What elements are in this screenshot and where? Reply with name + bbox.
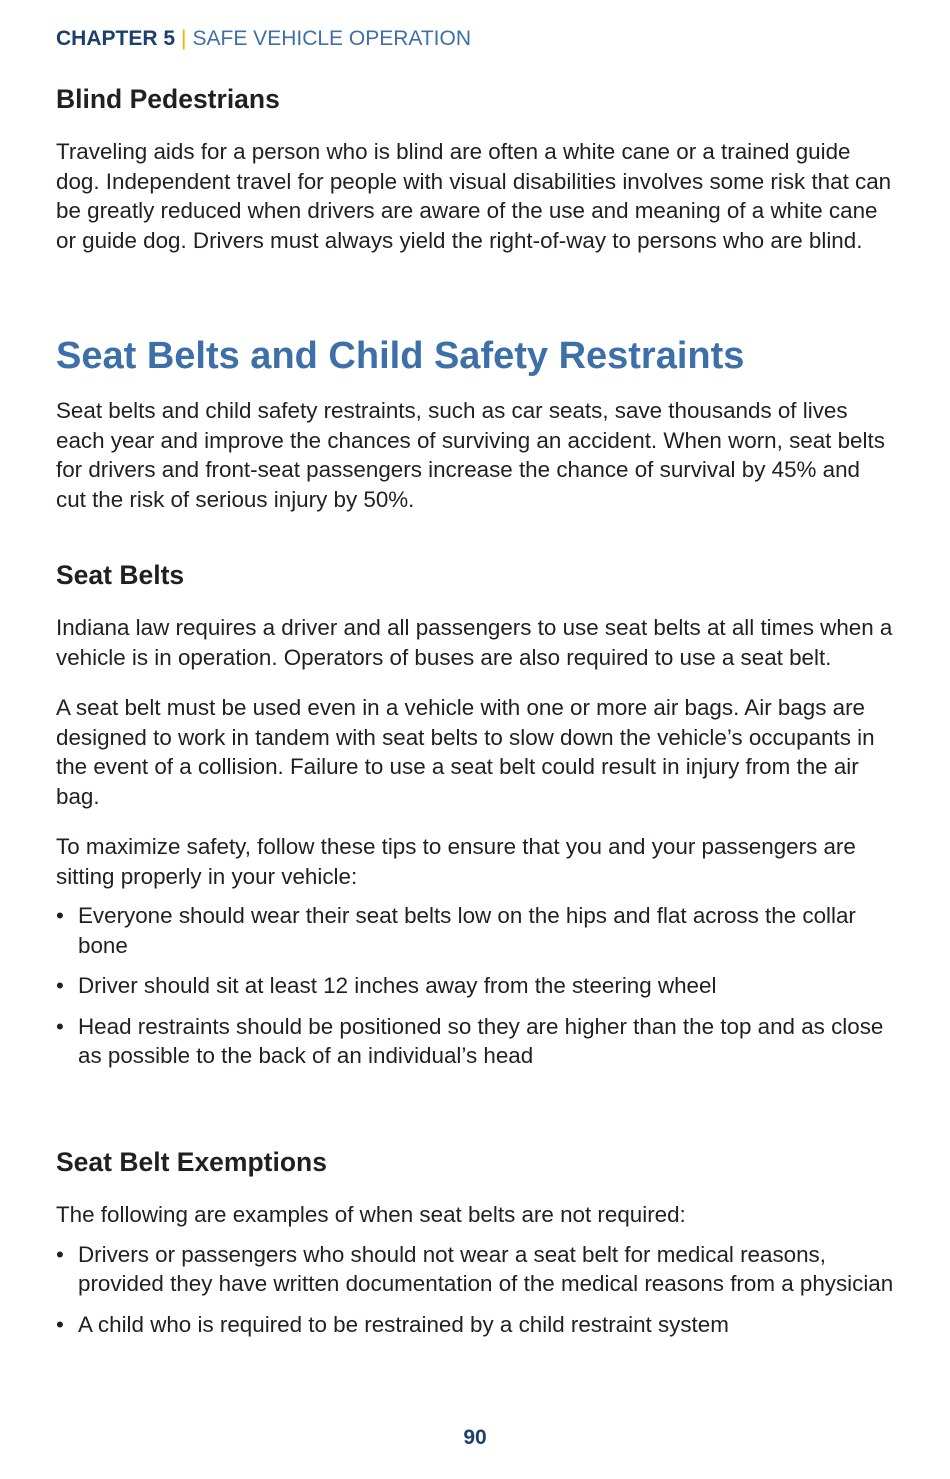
- bullet-icon: •: [56, 1013, 64, 1039]
- exemptions-heading: Seat Belt Exemptions: [56, 1147, 327, 1177]
- seat-belts-paragraph: To maximize safety, follow these tips to ensure that you and your passengers are sitting properly in your vehicle:: [56, 834, 856, 889]
- list-item: [56, 1012, 896, 1071]
- section-intro-paragraph: Seat belts and child safety restraints, such as car seats, save thousands of lives each year and improve the chances of surviving an accident. When worn, seat belts for drivers and front-seat passengers increase the chance of survival by 45% and cut the risk of serious injury by 50%.: [56, 398, 885, 512]
- seat-belt-tips-list: [56, 901, 896, 1071]
- list-item: [56, 971, 896, 1001]
- list-item: [56, 1240, 896, 1299]
- blind-pedestrians-section: [56, 83, 896, 255]
- seat-belts-heading: Seat Belts: [56, 560, 185, 590]
- seat-belts-paragraph: Indiana law requires a driver and all passengers to use seat belts at all times when a vehicle is in operation. Operators of buses are also required to use a seat belt.: [56, 615, 893, 670]
- header-separator: |: [181, 27, 187, 50]
- list-item-text: A child who is required to be restrained by a child restraint system: [78, 1311, 729, 1337]
- running-header: [56, 26, 471, 52]
- bullet-icon: •: [56, 1241, 64, 1267]
- list-item-text: Head restraints should be positioned so they are higher than the top and as close as possible to the back of an individual’s head: [78, 1013, 884, 1068]
- section-title: Seat Belts and Child Safety Restraints: [56, 335, 745, 377]
- chapter-label: CHAPTER 5: [56, 27, 176, 50]
- page-number: 90: [463, 1426, 487, 1449]
- seat-belts-restraints-section: [56, 334, 896, 514]
- blind-pedestrians-paragraph: Traveling aids for a person who is blind are often a white cane or a trained guide dog. Independent travel for people with visual disabilities involves some risk that can be greatly reduced when drivers are aware of the use and meaning of a white cane or guide dog. Drivers must always yield the right-of-way to persons who are blind.: [56, 139, 892, 253]
- bullet-icon: •: [56, 903, 64, 928]
- list-item: [56, 901, 896, 960]
- seat-belts-paragraph: A seat belt must be used even in a vehicle with one or more air bags. Air bags are designed to work in tandem with seat belts to slow down the vehicle’s occupants in the event of a collision. Failure to use a seat belt could result in injury from the air bag.: [56, 695, 875, 809]
- list-item-text: Driver should sit at least 12 inches away from the steering wheel: [78, 973, 717, 998]
- bullet-icon: •: [56, 973, 64, 998]
- exemptions-list: [56, 1240, 896, 1340]
- list-item-text: Everyone should wear their seat belts low on the hips and flat across the collar bone: [78, 903, 856, 958]
- list-item: [56, 1310, 896, 1340]
- blind-pedestrians-heading: Blind Pedestrians: [56, 84, 280, 114]
- list-item-text: Drivers or passengers who should not wear a seat belt for medical reasons, provided they have written documentation of the medical reasons from a physician: [78, 1241, 894, 1296]
- exemptions-intro: The following are examples of when seat belts are not required:: [56, 1202, 686, 1227]
- bullet-icon: •: [56, 1311, 64, 1337]
- seat-belts-subsection: [56, 559, 896, 1071]
- seat-belt-exemptions-subsection: [56, 1146, 896, 1339]
- chapter-title: SAFE VEHICLE OPERATION: [192, 27, 472, 50]
